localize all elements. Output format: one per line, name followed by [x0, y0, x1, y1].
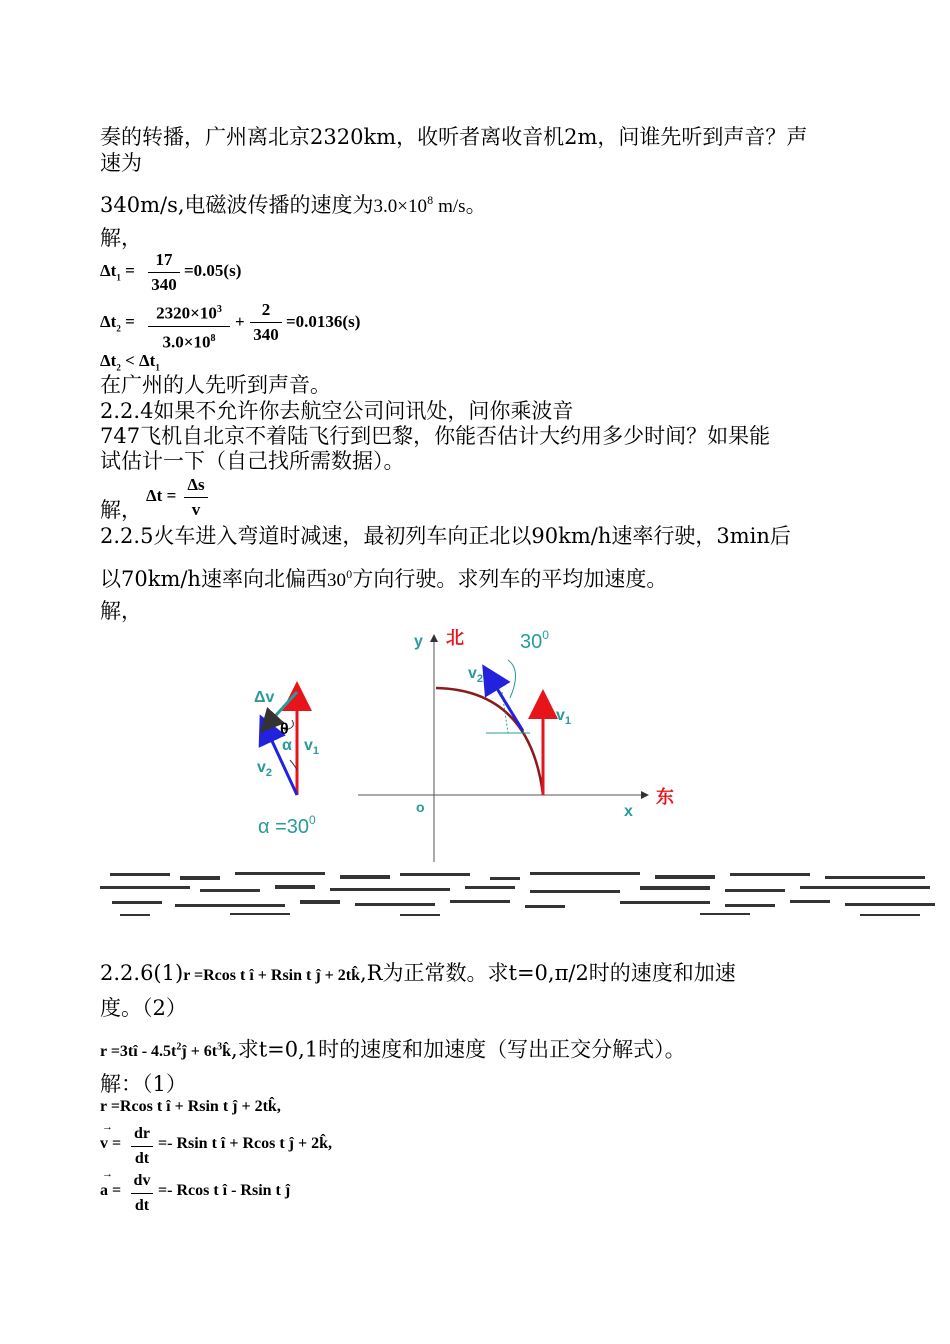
- problem-text-line: 以70km/h速率向北偏西$30^0$方向行驶。求列车的平均加速度。: [100, 567, 668, 591]
- theta-label: θ: [280, 721, 289, 738]
- problem-text-line: r =3tî - $4.5t^2ĵ$ + $6t^3k̂$,求t=0,1时的速度和加速度（写出正交分解式）。: [100, 1037, 686, 1062]
- fraction-dr-dt: dr dt: [131, 1123, 153, 1170]
- y-axis-label: y: [414, 633, 423, 650]
- angle-label: $30^0$: [520, 628, 549, 653]
- delta-v-label: Δv: [254, 689, 275, 706]
- solution-label: 解：（1）: [100, 1072, 187, 1096]
- vector-arrow-v: →: [102, 1121, 113, 1133]
- problem-text-line: 2.2.5火车进入弯道时减速，最初列车向正北以90km/h速率行驶，3min后: [100, 524, 791, 548]
- equation-a-rhs: =- Rcos t î - Rsin t ĵ: [158, 1182, 291, 1199]
- solution-label: 解，: [100, 226, 142, 250]
- east-label: 东: [656, 787, 674, 807]
- equation-dt2-rhs: =0.0136(s): [286, 312, 361, 331]
- equation-dt2-lhs: $\Delta t_2$ =: [100, 312, 135, 334]
- vector-arrow-a: →: [102, 1168, 113, 1180]
- velocity-diagram: [240, 620, 700, 865]
- north-label: 北: [446, 628, 464, 648]
- track-curve: [436, 688, 543, 795]
- v2-label-right: $v_2$: [468, 665, 484, 685]
- problem-text-line: 2.2.4如果不允许你去航空公司问讯处，问你乘波音: [100, 399, 574, 423]
- plus-sign: +: [235, 312, 245, 331]
- fraction-dt2-a: $2320\times 10^3$ $3.0\times 10^8$: [148, 299, 230, 353]
- problem-text-line: 度。（2）: [100, 996, 187, 1020]
- problem-text-line: 2.2.6(1)r =Rcos t î + Rsin t ĵ + 2tk̂,R为正常数。求t=0,π/2时的速度和加速: [100, 961, 736, 985]
- fraction-dt2-b: 2 340: [250, 299, 282, 346]
- alpha-label: α: [282, 737, 292, 754]
- equation-dt1-rhs: =0.05(s): [184, 261, 242, 280]
- alpha-equation: $\alpha =30^0$: [258, 813, 316, 838]
- solution-label: 解，: [100, 498, 142, 522]
- solution-label: 解，: [100, 599, 142, 623]
- fraction-ds-v: Δs v: [184, 474, 208, 521]
- problem-text-line: 试估计一下（自己找所需数据）。: [100, 449, 405, 473]
- fraction-dt1: 17 340: [148, 249, 180, 296]
- equation-dt1-lhs: $\Delta t_1$ =: [100, 261, 135, 283]
- equation-a-lhs: a =: [100, 1182, 122, 1199]
- scan-artifact: [100, 870, 950, 920]
- equation-v-rhs: =- Rsin t î + Rcos t ĵ + 2k̂,: [158, 1135, 333, 1152]
- conclusion-text: 在广州的人先听到声音。: [100, 373, 331, 397]
- v1-label-right: $v_1$: [556, 707, 572, 727]
- equation-v-lhs: v =: [100, 1135, 122, 1152]
- fraction-dv-dt: dv dt: [131, 1170, 153, 1217]
- problem-text-line: 747飞机自北京不着陆飞行到巴黎，你能否估计大约用多少时间？如果能: [100, 424, 771, 448]
- angle-arc: [508, 660, 516, 698]
- v2-label-left: $v_2$: [257, 759, 273, 779]
- equation-compare: $\Delta t_2 < \Delta t_1$: [100, 351, 160, 373]
- equation-r: r =Rcos t î + Rsin t ĵ + 2tk̂,: [100, 1098, 281, 1115]
- origin-label: o: [416, 799, 425, 815]
- problem-text-line: 速为: [100, 151, 142, 175]
- problem-text-line: 奏的转播，广州离北京2320km，收听者离收音机2m，问谁先听到声音？声: [100, 125, 808, 149]
- v1-label-left: $v_1$: [304, 737, 320, 757]
- x-axis-label: x: [624, 803, 633, 820]
- equation-dt-lhs: Δt =: [146, 486, 177, 505]
- problem-text-line: 340m/s,电磁波传播的速度为$3.0\times 10^8$ m/s。: [100, 193, 487, 217]
